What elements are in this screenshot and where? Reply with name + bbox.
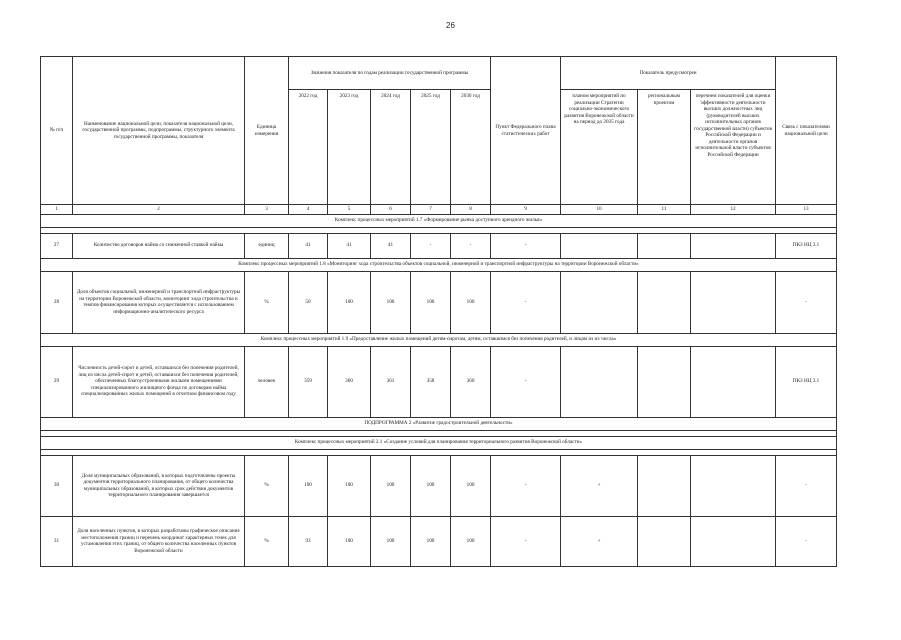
- header-year: 2022 год: [289, 90, 328, 205]
- column-number: 6: [371, 205, 411, 215]
- row-number: 28: [41, 271, 73, 333]
- row-number: 31: [41, 516, 73, 566]
- row-efficiency-list: [691, 271, 776, 333]
- row-goal-link: ПКЗ НЦ 3.1: [776, 346, 837, 417]
- row-efficiency-list: [691, 346, 776, 417]
- header-plan-item: Пункт Федерального плана статистических работ: [491, 57, 561, 205]
- indicators-table: [40, 56, 837, 567]
- column-numbers-row: [41, 205, 837, 215]
- row-value-2023: 41: [328, 233, 371, 258]
- row-value-2030: 360: [451, 346, 491, 417]
- row-plan-item: -: [491, 346, 561, 417]
- row-indicator-name: Количество договоров найма со сниженной ставкой найма: [73, 233, 245, 258]
- row-regional-project: [638, 516, 691, 566]
- column-number: 2: [73, 205, 245, 215]
- column-number: 10: [561, 205, 638, 215]
- row-number: 29: [41, 346, 73, 417]
- table-row: [41, 516, 837, 566]
- row-indicator-name: Численность детей-сирот и детей, оставшихся без попечения родителей, лиц из числа детей-сирот и детей, оставшихся без попечения родителей, обеспеченных благоустроенными жилыми помещениями специализированного жилищного фонда по договорам найма специализированных жилых помещений в отчетном финансовом году: [73, 346, 245, 417]
- row-plan-item: -: [491, 271, 561, 333]
- row-unit: %: [245, 516, 289, 566]
- row-value-2025: 100: [411, 516, 451, 566]
- header-regional-project: региональным проектом: [638, 90, 691, 205]
- row-value-2022: 41: [289, 233, 328, 258]
- header-year: 2030 год: [451, 90, 491, 205]
- section-heading: Комплекс процессных мероприятий 2.1 «Создание условий для планирования территориального развития Воронежской области»: [41, 436, 837, 449]
- row-regional-project: [638, 271, 691, 333]
- row-value-2025: 358: [411, 346, 451, 417]
- header-efficiency-list: перечнем показателей для оценки эффективности деятельности высших должностных лиц (руководителей высших исполнительных органов государственной власти) субъектов Российской Федерации и деятельности органов исполнительной власти субъектов Российской Федерации: [691, 90, 776, 205]
- row-number: 30: [41, 455, 73, 516]
- row-value-2024: 100: [371, 271, 411, 333]
- row-value-2024: 361: [371, 346, 411, 417]
- row-efficiency-list: [691, 516, 776, 566]
- section-heading: Комплекс процессных мероприятий 1.7 «Формирование рынка доступного арендного жилья»: [41, 214, 837, 227]
- row-unit: %: [245, 271, 289, 333]
- column-number: 9: [491, 205, 561, 215]
- column-number: 11: [638, 205, 691, 215]
- row-value-2022: 100: [289, 455, 328, 516]
- header-unit: Единица измерения: [245, 57, 289, 205]
- header-year: 2024 год: [371, 90, 411, 205]
- column-number: 8: [451, 205, 491, 215]
- row-unit: человек: [245, 346, 289, 417]
- row-strategy-plan: +: [561, 516, 638, 566]
- row-efficiency-list: [691, 455, 776, 516]
- row-regional-project: [638, 233, 691, 258]
- row-value-2030: 100: [451, 271, 491, 333]
- row-regional-project: [638, 346, 691, 417]
- row-regional-project: [638, 455, 691, 516]
- row-value-2030: -: [451, 233, 491, 258]
- row-number: 27: [41, 233, 73, 258]
- table-row: [41, 346, 837, 417]
- header-years-group: Значения показателя по годам реализации государственной программы: [289, 57, 491, 90]
- row-goal-link: -: [776, 516, 837, 566]
- row-value-2023: 100: [328, 516, 371, 566]
- row-goal-link: -: [776, 271, 837, 333]
- row-unit: единиц: [245, 233, 289, 258]
- row-unit: %: [245, 455, 289, 516]
- row-value-2030: 100: [451, 455, 491, 516]
- header-name: Наименование национальной цели, показателя национальной цели, государственной программы, подпрограммы, структурного элемента государственной программы, показателя: [73, 57, 245, 205]
- row-value-2025: 100: [411, 455, 451, 516]
- table-row: [41, 455, 837, 516]
- row-value-2030: 100: [451, 516, 491, 566]
- header-link: Связь с показателями национальной цели: [776, 57, 837, 205]
- row-goal-link: ПКЗ НЦ 3.1: [776, 233, 837, 258]
- row-value-2024: 100: [371, 516, 411, 566]
- table-row: [41, 233, 837, 258]
- row-plan-item: -: [491, 455, 561, 516]
- column-number: 13: [776, 205, 837, 215]
- subprogram-heading: ПОДПРОГРАММА 2 «Развитие градостроительной деятельности»: [41, 417, 837, 430]
- column-number: 12: [691, 205, 776, 215]
- row-indicator-name: Доля объектов социальной, инженерной и транспортной инфраструктуры на территории Воронежской области, мониторинг хода строительства и темпов финансирования которых осуществляется с использованием информационно-аналитического ресурса: [73, 271, 245, 333]
- row-value-2025: 100: [411, 271, 451, 333]
- row-value-2024: 41: [371, 233, 411, 258]
- row-value-2023: 360: [328, 346, 371, 417]
- row-plan-item: -: [491, 233, 561, 258]
- header-year: 2023 год: [328, 90, 371, 205]
- row-value-2022: 93: [289, 516, 328, 566]
- row-value-2023: 100: [328, 271, 371, 333]
- row-value-2022: 359: [289, 346, 328, 417]
- row-value-2025: -: [411, 233, 451, 258]
- column-number: 4: [289, 205, 328, 215]
- page-number: 26: [446, 21, 455, 30]
- row-value-2024: 100: [371, 455, 411, 516]
- row-strategy-plan: +: [561, 455, 638, 516]
- header-provided-group: Показатель предусмотрен: [561, 57, 776, 90]
- row-strategy-plan: [561, 271, 638, 333]
- header-year: 2025 год: [411, 90, 451, 205]
- row-strategy-plan: [561, 346, 638, 417]
- table-row: [41, 271, 837, 333]
- section-heading: Комплекс процессных мероприятий 1.8 «Мониторинг хода строительства объектов социальной, инженерной и транспортной инфраструктуры на территории Воронежской области»: [41, 258, 837, 271]
- row-value-2023: 100: [328, 455, 371, 516]
- header-number: № п/п: [41, 57, 73, 205]
- header-strategy-plan: планом мероприятий по реализации Стратегии социально-экономического развития Воронежской области на период до 2035 года: [561, 90, 638, 205]
- column-number: 1: [41, 205, 73, 215]
- row-indicator-name: Доля населенных пунктов, в которых разработаны графическое описание местоположения границ и перечень координат характерных точек для установления этих границ, от общего количества населенных пунктов Воронежской области: [73, 516, 245, 566]
- row-indicator-name: Доля муниципальных образований, в которых подготовлены проекты документов территориального планирования, от общего количества муниципальных образований, в которых срок действия документов территориального планирования завершается: [73, 455, 245, 516]
- row-value-2022: 50: [289, 271, 328, 333]
- row-strategy-plan: [561, 233, 638, 258]
- row-goal-link: -: [776, 455, 837, 516]
- row-plan-item: -: [491, 516, 561, 566]
- column-number: 5: [328, 205, 371, 215]
- section-heading: Комплекс процессных мероприятий 1.9 «Предоставление жилых помещений детям-сиротам, детям, оставшимся без попечения родителей, и лицам из их числа»: [41, 333, 837, 346]
- row-efficiency-list: [691, 233, 776, 258]
- column-number: 3: [245, 205, 289, 215]
- column-number: 7: [411, 205, 451, 215]
